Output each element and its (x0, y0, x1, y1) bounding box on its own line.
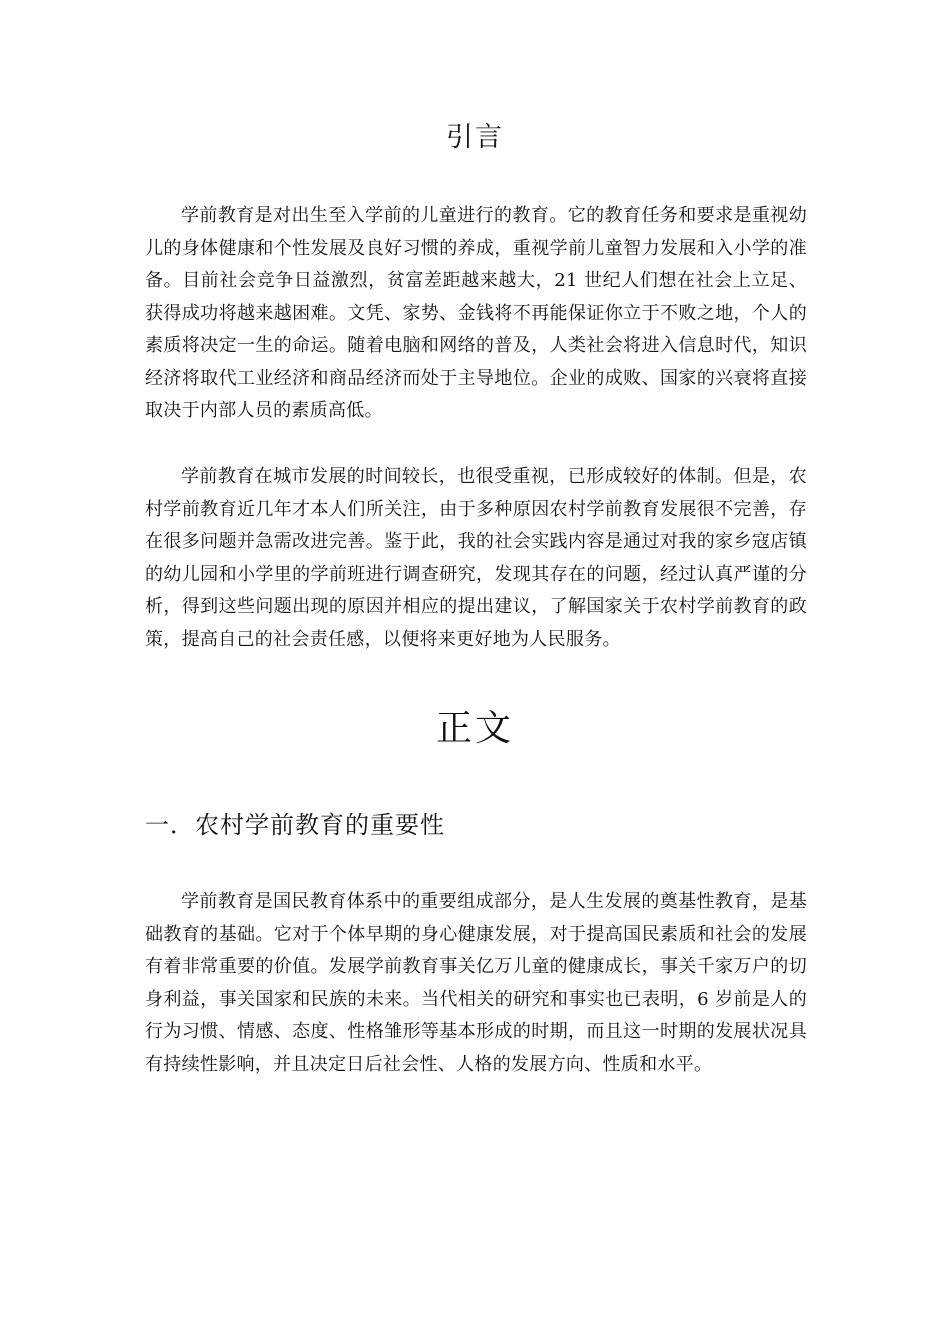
intro-paragraph-1: 学前教育是对出生至入学前的儿童进行的教育。它的教育任务和要求是重视幼儿的身体健康和个性发展及良好习惯的养成，重视学前儿童智力发展和入小学的准备。目前社会竞争日益激烈，贫富差距越来越大，21 世纪人们想在社会上立足、获得成功将越来越困难。文凭、家势、金钱将不再能保证你立于不败之地，个人的素质将决定一生的命运。随着电脑和网络的普及，人类社会将进入信息时代，知识经济将取代工业经济和商品经济而处于主导地位。企业的成败、国家的兴衰将直接取决于内部人员的素质高低。 (145, 205, 807, 421)
main-title: 正文 (435, 708, 514, 749)
intro-paragraph-2: 学前教育在城市发展的时间较长，也很受重视，已形成较好的体制。但是，农村学前教育近几年才本人们所关注，由于多种原因农村学前教育发展很不完善，存在很多问题并急需改进完善。鉴于此，我的社会实践内容是通过对我的家乡寇店镇的幼儿园和小学里的学前班进行调查研究，发现其存在的问题，经过认真严谨的分析，得到这些问题出现的原因并相应的提出建议，了解国家关于农村学前教育的政策，提高自己的社会责任感，以便将来更好地为人民服务。 (145, 466, 807, 650)
intro-title: 引言 (446, 122, 504, 153)
section-1-paragraph: 学前教育是国民教育体系中的重要组成部分，是人生发展的奠基性教育，是基础教育的基础。它对于个体早期的身心健康发展，对于提高国民素质和社会的发展有着非常重要的价值。发展学前教育事关亿万儿童的健康成长，事关千家万户的切身利益，事关国家和民族的未来。当代相关的研究和事实也已表明，6 岁前是人的行为习惯、情感、态度、性格雏形等基本形成的时期，而且这一时期的发展状况具有持续性影响，并且决定日后社会性、人格的发展方向、性质和水平。 (145, 891, 807, 1075)
section-1-heading: 一．农村学前教育的重要性 (145, 811, 445, 839)
